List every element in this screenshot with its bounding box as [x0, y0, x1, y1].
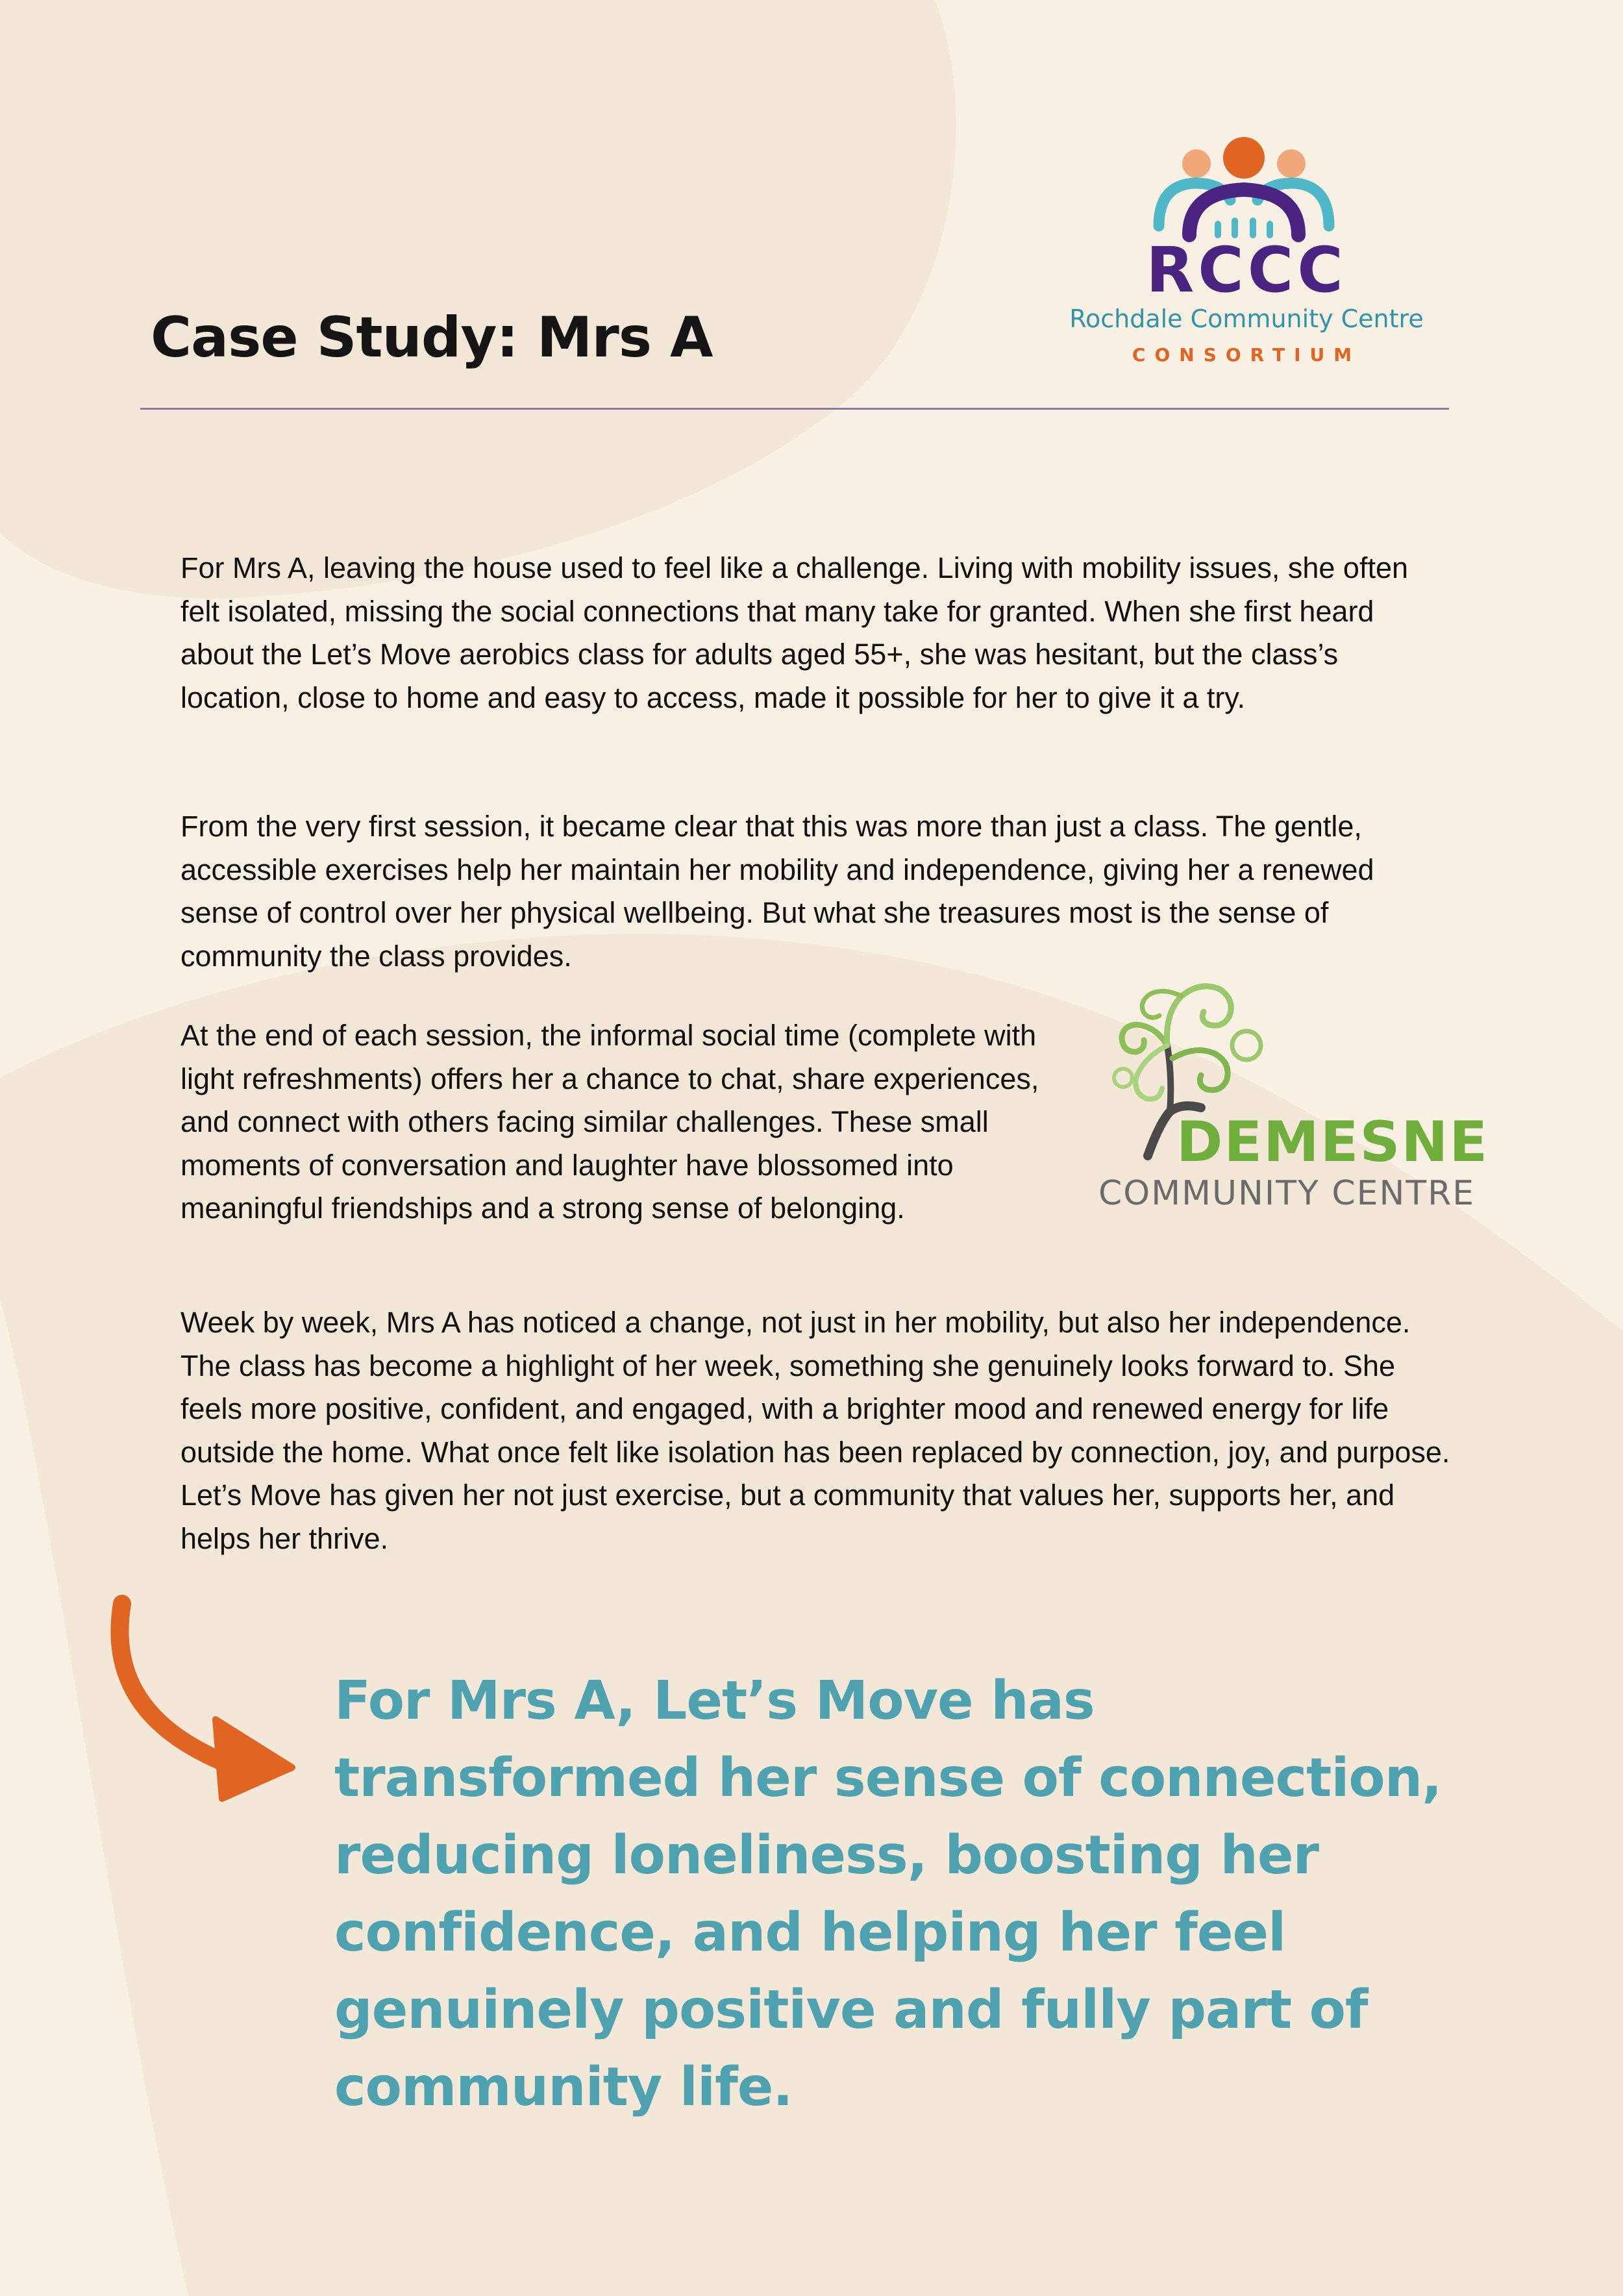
logo-organisation-name: Rochdale Community Centre [1069, 305, 1424, 333]
logo-acronym: RCCC [1146, 234, 1347, 306]
header-divider [140, 408, 1449, 410]
logo-subtitle: CONSORTIUM [1132, 344, 1361, 366]
partner-logo-name: DEMESNE [1176, 1110, 1489, 1175]
demesne-logo [1097, 948, 1487, 1221]
rccc-logo [1052, 130, 1441, 377]
rccc-people-icon [1052, 130, 1441, 247]
paragraph-social-time: At the end of each session, the informal social time (complete with light refreshments) offers her a chance to chat, share experiences, and connect with others facing similar challenges. These small moments of conversation and laughter have blossomed into meaningful friendships and a strong sense of belonging. [180, 1019, 1039, 1225]
paragraph-intro: For Mrs A, leaving the house used to feel like a challenge. Living with mobility issues, she often felt isolated, missing the social connections that many take for granted. When she first heard about the Let’s Move aerobics class for adults aged 55+, she was hesitant, but the class’s location, close to home and easy to access, made it possible for her to give it a try. [180, 551, 1409, 714]
page-title: Case Study: Mrs A [151, 305, 713, 370]
paragraph-first-session: From the very first session, it became clear that this was more than just a class. The gentle, accessible exercises help her maintain her mobility and independence, giving her a renewed sense of control over her physical wellbeing. But what she treasures most is the sense of community the class provides. [180, 810, 1374, 973]
partner-logo-subtitle: COMMUNITY CENTRE [1098, 1174, 1476, 1213]
paragraph-outcome: Week by week, Mrs A has noticed a change, not just in her mobility, but also her independence. The class has become a highlight of her week, something she genuinely looks forward to. She feels more positive, confident, and engaged, with a brighter mood and renewed energy for life outside the home. What once felt like isolation has been replaced by connection, joy, and purpose. Let’s Move has given her not just exercise, but a community that values her, supports her, and helps her thrive. [180, 1306, 1450, 1555]
curved-arrow-icon [97, 1591, 305, 1812]
highlight-quote: For Mrs A, Let’s Move has transformed her sense of connection, reducing loneliness, boosting her confidence, and helping her feel genuinely positive and fully part of community life. [334, 1670, 1442, 2118]
